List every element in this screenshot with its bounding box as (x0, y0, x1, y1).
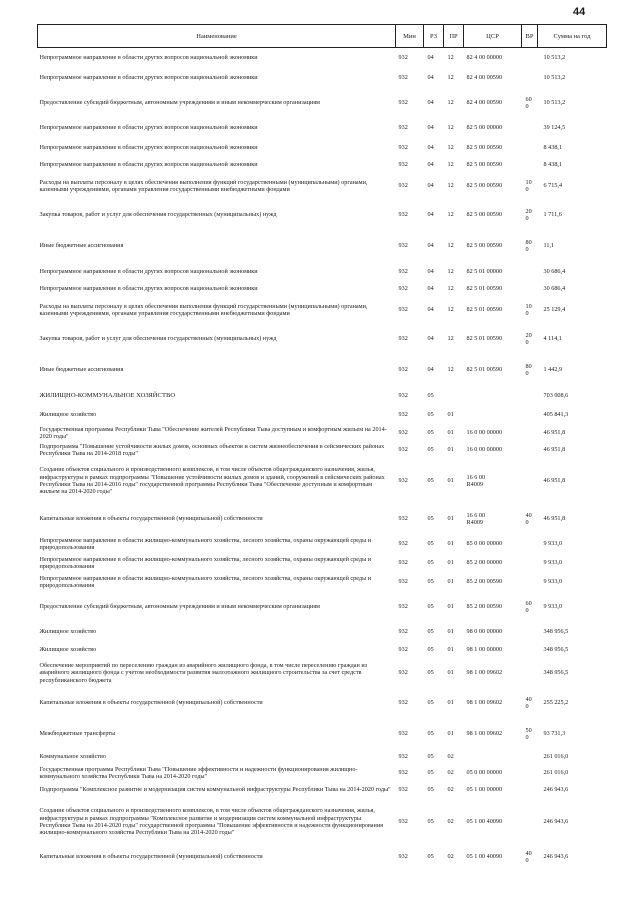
cell-rz: 05 (427, 853, 434, 861)
cell-vr (522, 262, 538, 282)
cell-csr: 98 1 00 09602 (466, 669, 503, 677)
header-vr: ВР (522, 25, 538, 48)
cell-pr: 01 (447, 669, 454, 677)
cell-pr: 01 (447, 628, 454, 636)
cell-vr: 10 0 (525, 302, 532, 317)
cell-name: Государственная программа Республики Тыва "Обеспечение жителей Республики Тыва доступным и комфортным жильем на 2014-2020 годы" (39, 425, 387, 440)
table-row (38, 534, 607, 554)
cell-name: Непрограммное направление в области других вопросов национальной экономики (39, 285, 258, 293)
cell-sum: 10 513,2 (543, 54, 566, 62)
table-body (38, 48, 607, 869)
table-row (38, 504, 607, 534)
cell-name: Капитальные вложения в объекты государственной (муниципальной) собственности (39, 699, 263, 707)
cell-sum: 10 513,2 (543, 99, 566, 107)
table-row (38, 48, 607, 69)
cell-sum: 246 943,6 (543, 786, 569, 794)
table-row (38, 324, 607, 354)
cell-rz: 05 (427, 540, 434, 548)
cell-rz: 04 (427, 335, 434, 343)
cell-sum: 46 951,8 (543, 429, 566, 437)
cell-csr: 82 5 01 00590 (466, 366, 503, 374)
cell-pr: 02 (447, 769, 454, 777)
cell-rz: 05 (427, 429, 434, 437)
cell-vr: 20 0 (525, 207, 532, 222)
cell-name: Подпрограмма "Комплексное развитие и модернизация систем коммунальной инфраструктуры Республики Тыва на 2014-2020 годы" (39, 786, 391, 794)
cell-vr: 80 0 (525, 362, 532, 377)
cell-vr (522, 424, 538, 442)
cell-name: Создание объектов социального и производственного комплексов, в том числе объектов общегражданского назначения, жилья, инфраструктуры в рамках подпрограммы "Повышение устойчивости жилых домов и зданий, сооружений в сейсмических районах Республики Тыва на 2014-2016 годы" государственной программы Республики Тыва "Обеспечение доступным и комфортным жильем на 2014-2020 годы" (39, 466, 385, 496)
cell-name: Подпрограмма "Повышение устойчивости жилых домов, основных объектов и систем жизнеобеспечения в сейсмических районах Республики Тыва на 2014-2018 годы" (39, 442, 385, 457)
cell-name: Жилищное хозяйство (39, 646, 97, 654)
cell-name: Государственная программа Республики Тыва "Повышение эффективности и надежности функционирования жилищно-коммунального хозяйства Республики Тыва на 2014-2020 годы" (39, 765, 358, 780)
cell-rz: 05 (427, 578, 434, 586)
cell-csr: 05 1 00 00000 (466, 786, 503, 794)
cell-csr: 05 1 00 40090 (466, 853, 503, 861)
table-row (38, 458, 607, 504)
cell-pr: 01 (447, 730, 454, 738)
cell-pr: 12 (447, 242, 454, 250)
budget-table (37, 24, 607, 868)
cell-vr (522, 118, 538, 138)
cell-rz: 04 (427, 268, 434, 276)
cell-sum: 46 951,8 (543, 515, 566, 523)
table-row (38, 798, 607, 846)
cell-rz: 05 (427, 515, 434, 523)
header-pr: ПР (444, 25, 464, 48)
cell-vr (522, 48, 538, 69)
cell-min: 932 (398, 540, 408, 548)
cell-vr (522, 406, 538, 424)
cell-name: Создание объектов социального и производственного комплексов, в том числе объектов общегражданского назначения, жилья, инфраструктуры в рамках подпрограммы "Комплексное развитие и модернизация систем коммунальной инфраструктуры Республики Тыва на 2014-2020 годы" государственной программы "Повышение эффективности и надежности функционирования жилищно-коммунального хозяйства Республики Тыва на 2014-2020 годы" (39, 807, 384, 837)
table-row (38, 262, 607, 282)
cell-pr (444, 386, 464, 406)
cell-min: 932 (398, 211, 408, 219)
cell-csr: 05 0 00 00000 (466, 769, 503, 777)
cell-vr: 10 0 (525, 178, 532, 193)
cell-pr: 12 (447, 306, 454, 314)
cell-name: Обеспечение мероприятий по переселению граждан из аварийного жилищного фонда, в том числе переселению граждан из аварийного жилищного фонда с учетом необходимости развития малоэтажного жилищного строительства за счет средств республиканского бюджета (39, 661, 368, 684)
cell-sum: 93 731,3 (543, 730, 566, 738)
cell-vr (522, 554, 538, 572)
table-row (38, 846, 607, 868)
table-row (38, 750, 607, 764)
cell-csr: 98 1 00 09602 (466, 699, 503, 707)
cell-csr: 82 4 00 00590 (466, 74, 503, 82)
cell-pr: 12 (447, 99, 454, 107)
cell-min: 932 (398, 182, 408, 190)
cell-name: Капитальные вложения в объекты государственной (муниципальной) собственности (39, 853, 263, 861)
cell-csr (464, 406, 522, 424)
cell-pr: 01 (447, 559, 454, 567)
cell-sum: 9 933,0 (543, 603, 563, 611)
cell-pr: 12 (447, 54, 454, 62)
cell-min: 932 (398, 285, 408, 293)
cell-sum: 39 124,5 (543, 124, 566, 132)
cell-min: 932 (398, 242, 408, 250)
cell-min: 932 (398, 429, 408, 437)
cell-min: 932 (398, 124, 408, 132)
cell-pr: 12 (447, 285, 454, 293)
header-rz: РЗ (424, 25, 444, 48)
page-number: 44 (573, 6, 586, 18)
cell-rz: 04 (427, 74, 434, 82)
cell-sum: 246 943,6 (543, 853, 569, 861)
cell-sum: 9 933,0 (543, 540, 563, 548)
cell-sum: 348 956,5 (543, 646, 569, 654)
cell-min: 932 (398, 669, 408, 677)
cell-name: Расходы на выплаты персоналу в целях обеспечения выполнения функций государственными (муниципальными) органами, казенными учреждениями, органами управления государственными внебюджетными фондами (39, 302, 368, 317)
header-csr: ЦСР (464, 25, 522, 48)
cell-vr: 60 0 (525, 599, 532, 614)
table-row (38, 554, 607, 572)
table-row (38, 88, 607, 118)
cell-rz: 05 (427, 446, 434, 454)
cell-min: 932 (398, 144, 408, 152)
cell-rz: 04 (427, 182, 434, 190)
cell-vr: 40 0 (525, 511, 532, 526)
cell-pr: 01 (447, 540, 454, 548)
cell-pr: 12 (447, 144, 454, 152)
cell-csr: 82 5 00 00590 (466, 161, 503, 169)
cell-pr: 01 (447, 477, 454, 485)
cell-min: 932 (398, 730, 408, 738)
cell-name: Закупка товаров, работ и услуг для обеспечения государственных (муниципальных) нужд (39, 335, 277, 343)
cell-min: 932 (398, 477, 408, 485)
cell-name: Расходы на выплаты персоналу в целях обеспечения выполнения функций государственными (муниципальными) органами, казенными учреждениями, органами управления государственными внебюджетными фондами (39, 178, 368, 193)
cell-vr (522, 386, 538, 406)
cell-name: Непрограммное направление в области других вопросов национальной экономики (39, 124, 258, 132)
cell-vr: 20 0 (525, 331, 532, 346)
cell-sum: 10 513,2 (543, 74, 566, 82)
cell-csr: 16 6 00 R4009 (466, 473, 486, 488)
cell-csr: 05 1 00 40090 (466, 818, 503, 826)
cell-sum: 261 016,0 (543, 753, 569, 761)
cell-csr: 82 5 01 00000 (466, 268, 503, 276)
table-row (38, 138, 607, 158)
cell-rz: 04 (427, 211, 434, 219)
table-row (38, 688, 607, 718)
table-row (38, 282, 607, 296)
cell-sum: 11,1 (543, 242, 555, 250)
cell-vr (522, 572, 538, 592)
cell-rz: 04 (427, 99, 434, 107)
cell-sum: 6 715,4 (543, 182, 563, 190)
cell-sum: 9 933,0 (543, 559, 563, 567)
cell-sum: 1 711,6 (543, 211, 562, 219)
cell-csr: 16 0 00 00000 (466, 446, 503, 454)
cell-name: Закупка товаров, работ и услуг для обеспечения государственных (муниципальных) нужд (39, 211, 277, 219)
cell-min: 932 (398, 268, 408, 276)
cell-vr (522, 798, 538, 846)
cell-vr (522, 642, 538, 658)
cell-csr: 98 1 00 09602 (466, 730, 503, 738)
cell-vr (522, 622, 538, 642)
cell-name: Жилищное хозяйство (39, 628, 97, 636)
cell-name: Капитальные вложения в объекты государственной (муниципальной) собственности (39, 515, 263, 523)
cell-min: 932 (398, 515, 408, 523)
cell-vr (522, 750, 538, 764)
cell-rz: 04 (427, 306, 434, 314)
cell-csr: 82 5 00 00000 (466, 124, 503, 132)
cell-name: Иные бюджетные ассигнования (39, 366, 124, 374)
cell-sum: 9 933,0 (543, 578, 563, 586)
cell-pr: 02 (447, 818, 454, 826)
cell-pr: 01 (447, 411, 454, 419)
cell-csr: 85 2 00 00000 (466, 559, 503, 567)
cell-sum: 25 129,4 (543, 306, 566, 314)
table-row (38, 230, 607, 262)
cell-pr: 01 (447, 699, 454, 707)
cell-sum: 46 951,8 (543, 477, 566, 485)
table-row (38, 764, 607, 782)
cell-csr (464, 750, 522, 764)
cell-pr: 01 (447, 446, 454, 454)
cell-csr: 82 4 00 00000 (466, 54, 503, 62)
table-row (38, 68, 607, 88)
cell-rz: 05 (427, 786, 434, 794)
cell-csr: 16 0 00 00000 (466, 429, 503, 437)
cell-rz: 05 (427, 818, 434, 826)
table-row (38, 622, 607, 642)
cell-csr: 85 0 00 00000 (466, 540, 503, 548)
table-row (38, 158, 607, 172)
cell-name: ЖИЛИЩНО-КОММУНАЛЬНОЕ ХОЗЯЙСТВО (39, 392, 176, 400)
cell-csr: 98 0 00 00000 (466, 628, 503, 636)
cell-name: Предоставление субсидий бюджетным, автономным учреждениям и иным некоммерческим организациям (39, 99, 320, 107)
cell-name: Жилищное хозяйство (39, 411, 97, 419)
cell-name: Межбюджетные трансферты (39, 730, 116, 738)
cell-min: 932 (398, 853, 408, 861)
cell-name: Непрограммное направление в области жилищно-коммунального хозяйства, лесного хозяйства, охраны окружающей среды и природопользования (39, 536, 372, 551)
cell-sum: 1 442,9 (543, 366, 563, 374)
cell-sum: 261 016,0 (543, 769, 569, 777)
cell-name: Непрограммное направление в области жилищно-коммунального хозяйства, лесного хозяйства, охраны окружающей среды и природопользования (39, 555, 372, 570)
cell-pr: 12 (447, 211, 454, 219)
table-row (38, 172, 607, 200)
cell-rz: 05 (427, 559, 434, 567)
table-row (38, 572, 607, 592)
cell-vr: 50 0 (525, 726, 532, 741)
cell-rz: 05 (427, 769, 434, 777)
cell-name: Непрограммное направление в области других вопросов национальной экономики (39, 161, 258, 169)
cell-name: Предоставление субсидий бюджетным, автономным учреждениям и иным некоммерческим организациям (39, 603, 320, 611)
cell-vr: 80 0 (525, 238, 532, 253)
cell-min: 932 (398, 603, 408, 611)
cell-sum: 8 438,1 (543, 144, 563, 152)
cell-pr: 12 (447, 268, 454, 276)
table-row (38, 642, 607, 658)
cell-pr: 01 (447, 515, 454, 523)
cell-pr: 02 (447, 786, 454, 794)
cell-rz: 04 (427, 124, 434, 132)
cell-min: 932 (398, 411, 408, 419)
table-row (38, 354, 607, 386)
cell-csr: 82 5 00 00590 (466, 144, 503, 152)
cell-pr: 01 (447, 603, 454, 611)
cell-rz: 04 (427, 161, 434, 169)
cell-vr (522, 158, 538, 172)
table-row (38, 406, 607, 424)
cell-sum: 348 956,5 (543, 628, 569, 636)
cell-vr: 40 0 (525, 695, 532, 710)
header-name: Наименование (38, 25, 396, 48)
cell-sum: 30 686,4 (543, 285, 566, 293)
cell-vr (522, 442, 538, 458)
cell-csr: 82 5 00 00590 (466, 182, 503, 190)
cell-csr: 85 2 00 00590 (466, 578, 503, 586)
cell-pr: 01 (447, 429, 454, 437)
table-row (38, 442, 607, 458)
cell-min: 932 (398, 818, 408, 826)
cell-rz: 05 (427, 669, 434, 677)
cell-vr (522, 534, 538, 554)
cell-sum: 4 114,1 (543, 335, 562, 343)
table-row (38, 296, 607, 324)
cell-name: Непрограммное направление в области других вопросов национальной экономики (39, 74, 258, 82)
cell-name: Непрограммное направление в области жилищно-коммунального хозяйства, лесного хозяйства, охраны окружающей среды и природопользования (39, 574, 372, 589)
cell-csr: 82 5 00 00590 (466, 242, 503, 250)
cell-csr (464, 386, 522, 406)
table-row (38, 718, 607, 750)
cell-rz: 05 (427, 646, 434, 654)
cell-min: 932 (398, 392, 408, 400)
cell-min: 932 (398, 578, 408, 586)
cell-pr: 12 (447, 335, 454, 343)
cell-min: 932 (398, 366, 408, 374)
cell-rz: 04 (427, 54, 434, 62)
cell-rz: 05 (427, 477, 434, 485)
cell-csr: 16 6 00 R4009 (466, 511, 486, 526)
cell-min: 932 (398, 753, 408, 761)
cell-pr: 01 (447, 578, 454, 586)
cell-min: 932 (398, 769, 408, 777)
cell-sum: 8 438,1 (543, 161, 563, 169)
header-sum: Сумма на год (538, 25, 607, 48)
cell-rz: 05 (427, 753, 434, 761)
cell-csr: 85 2 00 00590 (466, 603, 503, 611)
cell-csr: 98 1 00 00000 (466, 646, 503, 654)
cell-sum: 405 841,3 (543, 411, 569, 419)
cell-min: 932 (398, 54, 408, 62)
table-row (38, 592, 607, 622)
cell-rz: 05 (427, 628, 434, 636)
table-row (38, 200, 607, 230)
cell-pr: 12 (447, 161, 454, 169)
cell-min: 932 (398, 335, 408, 343)
cell-vr (522, 458, 538, 504)
cell-rz: 05 (427, 699, 434, 707)
table-row (38, 386, 607, 406)
cell-csr: 82 5 00 00590 (466, 211, 503, 219)
cell-min: 932 (398, 161, 408, 169)
cell-rz: 05 (427, 411, 434, 419)
cell-vr (522, 138, 538, 158)
cell-min: 932 (398, 646, 408, 654)
cell-name: Непрограммное направление в области других вопросов национальной экономики (39, 144, 258, 152)
cell-pr: 02 (447, 853, 454, 861)
cell-rz: 05 (427, 392, 434, 400)
cell-rz: 04 (427, 242, 434, 250)
table-row (38, 658, 607, 688)
cell-min: 932 (398, 99, 408, 107)
cell-pr: 12 (447, 182, 454, 190)
table-row (38, 424, 607, 442)
cell-sum: 703 008,6 (543, 392, 569, 400)
cell-min: 932 (398, 699, 408, 707)
cell-min: 932 (398, 446, 408, 454)
cell-vr (522, 282, 538, 296)
cell-name: Непрограммное направление в области других вопросов национальной экономики (39, 268, 258, 276)
cell-vr (522, 658, 538, 688)
cell-min: 932 (398, 74, 408, 82)
cell-rz: 05 (427, 730, 434, 738)
cell-sum: 30 686,4 (543, 268, 566, 276)
cell-rz: 05 (427, 603, 434, 611)
table-header-row (38, 25, 607, 48)
cell-min: 932 (398, 306, 408, 314)
cell-vr (522, 764, 538, 782)
cell-csr: 82 5 01 00590 (466, 306, 503, 314)
cell-rz: 04 (427, 144, 434, 152)
cell-sum: 246 943,6 (543, 818, 569, 826)
cell-min: 932 (398, 559, 408, 567)
cell-min: 932 (398, 786, 408, 794)
cell-pr: 12 (447, 366, 454, 374)
cell-pr: 12 (447, 74, 454, 82)
cell-sum: 255 225,2 (543, 699, 569, 707)
cell-pr: 01 (447, 646, 454, 654)
cell-name: Иные бюджетные ассигнования (39, 242, 124, 250)
cell-pr: 02 (447, 753, 454, 761)
cell-sum: 348 956,5 (543, 669, 569, 677)
cell-vr: 60 0 (525, 95, 532, 110)
header-min: Мин (396, 25, 424, 48)
cell-pr: 12 (447, 124, 454, 132)
cell-sum: 46 951,8 (543, 446, 566, 454)
cell-vr (522, 782, 538, 798)
cell-rz: 04 (427, 285, 434, 293)
cell-csr: 82 4 00 00590 (466, 99, 503, 107)
table-row (38, 782, 607, 798)
cell-name: Непрограммное направление в области других вопросов национальной экономики (39, 54, 258, 62)
table-row (38, 118, 607, 138)
cell-name: Коммунальное хозяйство (39, 753, 106, 761)
cell-vr (522, 68, 538, 88)
cell-vr: 40 0 (525, 849, 532, 864)
cell-csr: 82 5 01 00590 (466, 335, 503, 343)
cell-rz: 04 (427, 366, 434, 374)
cell-min: 932 (398, 628, 408, 636)
cell-csr: 82 5 01 00590 (466, 285, 503, 293)
